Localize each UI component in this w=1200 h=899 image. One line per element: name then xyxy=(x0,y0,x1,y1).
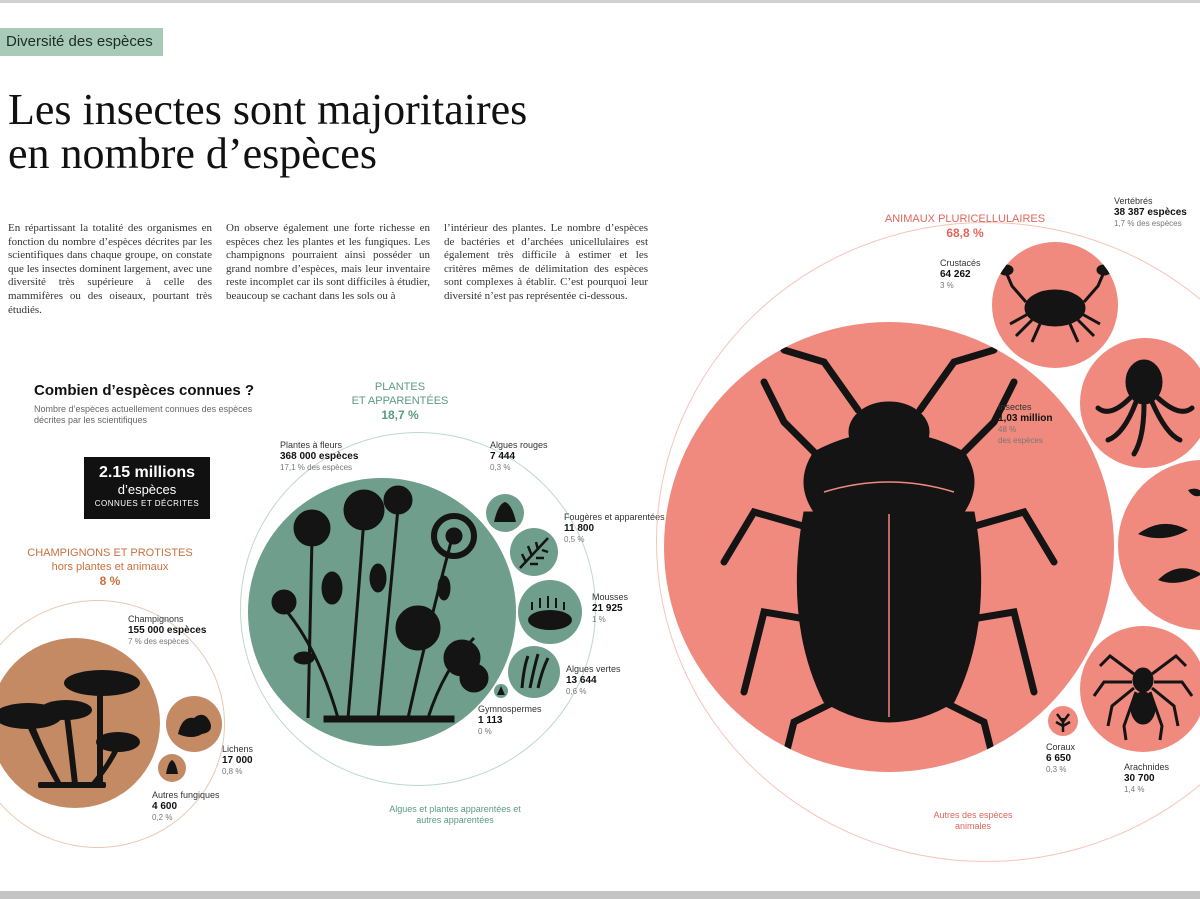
label-autres-fungi xyxy=(152,790,220,823)
small-fungi-icon xyxy=(158,754,186,782)
bottom-bar xyxy=(0,891,1200,899)
label-insectes-value: 1,03 million xyxy=(998,413,1053,424)
label-lichens-pct: 0,8 % xyxy=(222,767,243,776)
flowering-plants-disc xyxy=(248,478,516,746)
gymnosperm-icon xyxy=(494,684,508,698)
label-coraux-value: 6 650 xyxy=(1046,753,1072,764)
label-gymnospermes-name: Gymnospermes xyxy=(478,704,542,714)
label-autres-fungi-name: Autres fungiques xyxy=(152,790,220,800)
chart-subhead: Combien d’espèces connues ? xyxy=(34,382,255,399)
intro-column-1: En répartissant la totalité des organismes en fonction du nombre d’espèces décrites par les scientifiques dans chaque groupe, on constate que les insectes dominent largement, avec une diversité très supérieure à celle des mammifères ou des oiseaux, pourtant très étudiés. xyxy=(8,222,212,316)
label-autres-fungi-pct: 0,2 % xyxy=(152,813,173,822)
insects-disc xyxy=(664,322,1114,772)
label-plantes-fleurs-name: Plantes à fleurs xyxy=(280,440,343,450)
label-crustaces-value: 64 262 xyxy=(940,269,971,280)
label-insectes-extra: des espèces xyxy=(998,436,1043,445)
label-fougeres-pct: 0,5 % xyxy=(564,535,585,544)
headline-line-2: en nombre d’espèces xyxy=(8,129,377,178)
molluscs-disc xyxy=(1080,338,1200,468)
section-tag: Diversité des espèces xyxy=(0,28,163,56)
fungi-group-subtitle: hors plantes et animaux xyxy=(51,561,169,573)
lichen-disc xyxy=(166,696,222,752)
label-vertebres-name: Vertébrés xyxy=(1114,196,1153,206)
label-crustaces-name: Crustacés xyxy=(940,258,981,268)
label-algues-rouges-pct: 0,3 % xyxy=(490,463,511,472)
label-insectes xyxy=(998,402,1052,446)
intro-text xyxy=(8,222,648,318)
fungi-group-title: CHAMPIGNONS ET PROTISTES xyxy=(27,547,193,559)
red-algae-icon xyxy=(486,494,524,532)
label-arachnides-value: 30 700 xyxy=(1124,773,1155,784)
bird-fish-icon xyxy=(1118,460,1200,630)
fern-icon xyxy=(510,528,558,576)
label-arachnides xyxy=(1124,762,1169,795)
label-mousses-pct: 1 % xyxy=(592,615,606,624)
label-arachnides-pct: 1,4 % xyxy=(1124,785,1145,794)
moss-icon xyxy=(518,580,582,644)
plants-group-pct: 18,7 % xyxy=(381,408,419,422)
label-coraux-name: Coraux xyxy=(1046,742,1076,752)
top-rule xyxy=(0,0,1200,3)
label-insectes-name: Insectes xyxy=(998,402,1032,412)
label-gymnospermes-value: 1 113 xyxy=(478,715,503,726)
wildflower-icon xyxy=(248,478,516,746)
animals-group-title: ANIMAUX PLURICELLULAIRES xyxy=(884,213,1046,225)
fungi-disc xyxy=(0,638,160,808)
green-algae-disc xyxy=(508,646,560,698)
label-fougeres xyxy=(564,512,665,545)
label-plantes-fleurs-pct: 17,1 % des espèces xyxy=(280,463,353,472)
label-algues-vertes-pct: 0,6 % xyxy=(566,687,587,696)
fungi-group-label xyxy=(0,546,220,588)
label-champignons-name: Champignons xyxy=(128,614,184,624)
beetle-icon xyxy=(664,322,1114,772)
mosses-disc xyxy=(518,580,582,644)
label-fougeres-value: 11 800 xyxy=(564,523,595,534)
label-algues-rouges xyxy=(490,440,548,473)
lichen-icon xyxy=(166,696,222,752)
spider-icon xyxy=(1080,626,1200,752)
intro-column-3: l’intérieur des plantes. Le nombre d’espèces de bactéries et d’archées unicellulaires est également très difficile à estimer et les critères mêmes de délimitation des espèces sont complexes à établir. C’est pourquoi leur diversité n’est pas représentée ci-dessous. xyxy=(444,222,648,302)
headline xyxy=(8,85,648,178)
label-vertebres xyxy=(1114,196,1187,229)
label-algues-rouges-value: 7 444 xyxy=(490,451,516,462)
arachnids-disc xyxy=(1080,626,1200,752)
ferns-disc xyxy=(510,528,558,576)
green-algae-icon xyxy=(508,646,560,698)
label-lichens xyxy=(222,744,253,777)
label-gymnospermes xyxy=(478,704,542,737)
headline-line-1: Les insectes sont majoritaires xyxy=(8,85,528,134)
coral-icon xyxy=(1048,706,1078,736)
label-crustaces-pct: 3 % xyxy=(940,281,954,290)
total-species-box xyxy=(84,457,210,519)
label-lichens-value: 17 000 xyxy=(222,755,253,766)
label-champignons-value: 155 000 espèces xyxy=(128,625,207,636)
label-lichens-name: Lichens xyxy=(222,744,254,754)
label-algues-vertes xyxy=(566,664,621,697)
mushroom-icon xyxy=(0,638,160,808)
label-coraux-pct: 0,3 % xyxy=(1046,765,1067,774)
total-species-label: d’espèces xyxy=(117,482,177,497)
vertebrates-disc xyxy=(1118,460,1200,630)
label-coraux xyxy=(1046,742,1075,775)
chart-subtext: Nombre d’espèces actuellement connues des espèces décrites par les scientifiques xyxy=(34,404,253,425)
corals-disc xyxy=(1048,706,1078,736)
label-vertebres-pct: 1,7 % des espèces xyxy=(1114,219,1182,228)
label-mousses-value: 21 925 xyxy=(592,603,623,614)
label-fougeres-name: Fougères et apparentées xyxy=(564,512,665,522)
intro-column-2: On observe également une forte richesse en espèces chez les plantes et les fungiques. Les champignons pourraient ainsi posséder un grand nombre d’espèces, mais leur inventaire reste incomplet car ils sont difficiles à étudier, beaucoup se cachant dans les sols ou à xyxy=(226,222,430,302)
label-plantes-fleurs-value: 368 000 espèces xyxy=(280,451,359,462)
label-insectes-pct: 48 % xyxy=(998,425,1017,434)
label-crustaces xyxy=(940,258,981,291)
plants-group-label xyxy=(330,380,470,422)
plants-group-subtitle: ET APPARENTÉES xyxy=(351,395,449,407)
label-mousses-name: Mousses xyxy=(592,592,629,602)
fungi-group-pct: 8 % xyxy=(99,574,121,588)
plants-group-title: PLANTES xyxy=(374,381,426,393)
animals-group-pct: 68,8 % xyxy=(946,226,984,240)
label-autres-fungi-value: 4 600 xyxy=(152,801,178,812)
plants-note: Algues et plantes apparentées et autres apparentées xyxy=(389,804,521,825)
label-vertebres-value: 38 387 espèces xyxy=(1114,207,1187,218)
gymnosperms-disc xyxy=(494,684,508,698)
total-species-value: 2.15 millions xyxy=(98,464,196,481)
total-species-sub: CONNUES ET DÉCRITES xyxy=(94,499,200,508)
animals-note: Autres des espèces animales xyxy=(933,810,1013,831)
red-algae-disc xyxy=(486,494,524,532)
label-gymnospermes-pct: 0 % xyxy=(478,727,492,736)
label-algues-vertes-value: 13 644 xyxy=(566,675,597,686)
label-plantes-fleurs xyxy=(280,440,358,473)
other-fungi-disc xyxy=(158,754,186,782)
label-mousses xyxy=(592,592,628,625)
label-champignons xyxy=(128,614,206,647)
label-arachnides-name: Arachnides xyxy=(1124,762,1170,772)
label-algues-rouges-name: Algues rouges xyxy=(490,440,548,450)
label-champignons-pct: 7 % des espèces xyxy=(128,637,189,646)
octopus-icon xyxy=(1080,338,1200,468)
label-algues-vertes-name: Algues vertes xyxy=(566,664,621,674)
